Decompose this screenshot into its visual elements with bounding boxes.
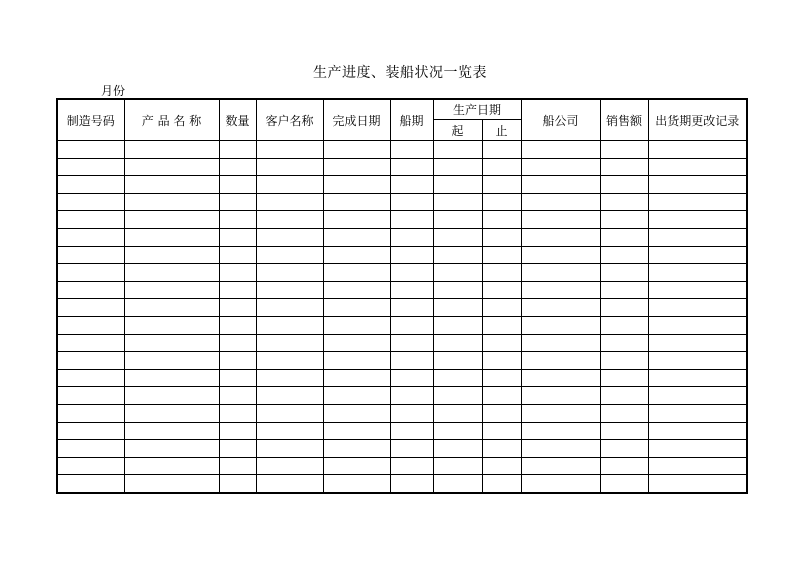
table-cell [323,369,390,387]
table-cell [124,387,219,405]
table-cell [256,141,323,159]
progress-table [56,98,748,494]
table-cell [648,457,747,475]
table-cell [57,334,124,352]
table-cell [124,369,219,387]
table-cell [124,352,219,370]
table-cell [256,193,323,211]
table-cell [600,440,648,458]
table-cell [521,440,600,458]
table-row [57,299,747,317]
table-cell [390,228,433,246]
table-cell [521,281,600,299]
table-cell [600,475,648,493]
header-shipping-company: 船公司 [521,99,600,141]
table-cell [323,176,390,194]
table-cell [648,141,747,159]
table-cell [390,246,433,264]
table-cell [390,387,433,405]
table-row [57,440,747,458]
table-cell [256,246,323,264]
header-completion-date: 完成日期 [323,99,390,141]
table-row [57,334,747,352]
table-cell [600,281,648,299]
table-cell [219,211,256,229]
table-cell [521,193,600,211]
table-cell [57,369,124,387]
table-cell [433,387,482,405]
table-cell [482,299,521,317]
table-row [57,193,747,211]
header-end: 止 [482,120,521,141]
table-cell [521,228,600,246]
table-cell [323,141,390,159]
table-cell [521,387,600,405]
table-row [57,211,747,229]
table-cell [433,316,482,334]
table-cell [433,440,482,458]
table-cell [256,440,323,458]
table-cell [482,246,521,264]
table-cell [648,193,747,211]
table-cell [482,369,521,387]
table-cell [521,352,600,370]
table-cell [390,316,433,334]
table-cell [521,211,600,229]
table-cell [648,176,747,194]
header-quantity: 数量 [219,99,256,141]
table-cell [521,334,600,352]
header-customer-name: 客户名称 [256,99,323,141]
table-cell [124,141,219,159]
table-cell [482,211,521,229]
table-cell [219,440,256,458]
table-cell [600,176,648,194]
table-cell [323,387,390,405]
table-cell [219,316,256,334]
table-cell [256,422,323,440]
table-cell [390,422,433,440]
table-cell [219,141,256,159]
table-cell [648,299,747,317]
table-cell [124,158,219,176]
table-cell [57,158,124,176]
table-cell [648,404,747,422]
table-cell [521,369,600,387]
table-cell [124,228,219,246]
table-cell [648,264,747,282]
document-title: 生产进度、装船状况一览表 [313,65,487,81]
table-cell [482,440,521,458]
table-cell [219,246,256,264]
table-cell [433,334,482,352]
table-cell [219,404,256,422]
table-cell [124,176,219,194]
table-cell [433,404,482,422]
table-cell [57,387,124,405]
table-cell [219,422,256,440]
table-cell [600,352,648,370]
table-cell [521,299,600,317]
table-cell [219,281,256,299]
table-cell [219,457,256,475]
table-cell [323,404,390,422]
table-cell [482,475,521,493]
table-cell [323,228,390,246]
table-cell [57,316,124,334]
table-cell [482,352,521,370]
table-cell [482,316,521,334]
table-cell [124,475,219,493]
header-manufacture-number: 制造号码 [57,99,124,141]
table-cell [600,404,648,422]
table-cell [390,141,433,159]
header-delivery-change-record: 出货期更改记录 [648,99,747,141]
table-cell [390,404,433,422]
table-cell [433,369,482,387]
table-cell [648,475,747,493]
table-cell [390,176,433,194]
table-cell [57,404,124,422]
table-cell [433,281,482,299]
table-cell [648,316,747,334]
table-cell [521,457,600,475]
table-cell [219,352,256,370]
table-cell [600,141,648,159]
table-cell [256,211,323,229]
table-cell [521,176,600,194]
table-cell [521,158,600,176]
table-cell [256,299,323,317]
table-cell [256,228,323,246]
table-cell [600,334,648,352]
table-cell [219,299,256,317]
table-cell [433,228,482,246]
table-cell [600,246,648,264]
table-cell [323,422,390,440]
table-cell [57,475,124,493]
table-cell [323,246,390,264]
table-cell [521,422,600,440]
table-cell [57,281,124,299]
table-cell [323,193,390,211]
table-cell [323,440,390,458]
table-cell [124,299,219,317]
table-cell [323,457,390,475]
table-cell [256,264,323,282]
table-cell [600,422,648,440]
table-cell [256,158,323,176]
table-cell [219,264,256,282]
table-cell [57,228,124,246]
table-cell [433,211,482,229]
table-cell [482,228,521,246]
table-row [57,141,747,159]
table-row [57,352,747,370]
table-cell [390,334,433,352]
month-label: 月份 [101,84,126,98]
table-cell [256,352,323,370]
table-row [57,158,747,176]
table-cell [600,457,648,475]
table-cell [600,228,648,246]
table-cell [648,334,747,352]
table-cell [521,264,600,282]
table-cell [256,334,323,352]
table-cell [256,176,323,194]
table-row [57,422,747,440]
table-cell [390,193,433,211]
table-cell [57,457,124,475]
table-cell [124,422,219,440]
table-cell [390,299,433,317]
table-row [57,316,747,334]
table-cell [57,422,124,440]
table-cell [482,457,521,475]
header-production-date: 生产日期 [433,99,521,120]
header-row-top [57,99,747,120]
table-cell [482,193,521,211]
table-cell [323,211,390,229]
table-cell [57,299,124,317]
table-cell [648,228,747,246]
table-cell [433,176,482,194]
table-cell [57,176,124,194]
table-cell [219,369,256,387]
table-cell [482,387,521,405]
table-cell [124,440,219,458]
table-cell [433,422,482,440]
table-cell [433,475,482,493]
table-cell [648,369,747,387]
table-row [57,246,747,264]
table-cell [482,334,521,352]
table-cell [57,193,124,211]
table-cell [600,369,648,387]
table-cell [219,475,256,493]
table-cell [219,176,256,194]
table-cell [219,158,256,176]
table-cell [390,475,433,493]
table-cell [600,299,648,317]
table-cell [124,193,219,211]
table-cell [433,299,482,317]
table-cell [433,352,482,370]
table-body [57,141,747,493]
table-cell [219,193,256,211]
table-cell [390,440,433,458]
table-cell [323,281,390,299]
table-cell [57,440,124,458]
table-cell [648,158,747,176]
table-cell [521,246,600,264]
header-start: 起 [433,120,482,141]
table-row [57,457,747,475]
table-cell [57,264,124,282]
table-cell [323,334,390,352]
table-cell [390,264,433,282]
table-cell [600,316,648,334]
table-cell [256,387,323,405]
table-row [57,369,747,387]
table-row [57,176,747,194]
table-cell [600,158,648,176]
table-cell [219,334,256,352]
table-cell [482,158,521,176]
table-cell [433,246,482,264]
table-cell [124,246,219,264]
header-product-name: 产 品 名 称 [124,99,219,141]
table-row [57,387,747,405]
table-cell [648,440,747,458]
table-cell [521,316,600,334]
header-shipping-date: 船期 [390,99,433,141]
table-cell [648,246,747,264]
table-row [57,475,747,493]
table-cell [433,158,482,176]
table-cell [600,264,648,282]
table-row [57,228,747,246]
table-cell [57,141,124,159]
table-row [57,281,747,299]
table-row [57,404,747,422]
table-cell [600,193,648,211]
table-cell [433,264,482,282]
table-cell [521,475,600,493]
table-cell [256,281,323,299]
table-cell [57,211,124,229]
table-cell [521,141,600,159]
table-cell [256,404,323,422]
table-cell [323,475,390,493]
table-cell [323,264,390,282]
table-cell [124,316,219,334]
table-cell [482,422,521,440]
table-cell [57,246,124,264]
table-cell [124,211,219,229]
table-row [57,264,747,282]
table-cell [124,334,219,352]
table-cell [256,475,323,493]
table-cell [433,457,482,475]
table-cell [219,387,256,405]
table-cell [323,299,390,317]
table-cell [482,281,521,299]
table-cell [124,264,219,282]
table-cell [648,387,747,405]
header-sales-amount: 销售额 [600,99,648,141]
table-cell [482,141,521,159]
table-cell [323,352,390,370]
table-cell [390,457,433,475]
table-cell [482,264,521,282]
table-cell [482,404,521,422]
table-cell [256,316,323,334]
table-cell [124,404,219,422]
table-cell [390,211,433,229]
table-cell [124,457,219,475]
table-cell [390,158,433,176]
table-cell [124,281,219,299]
table-cell [256,457,323,475]
table-cell [521,404,600,422]
table-cell [648,422,747,440]
table-cell [482,176,521,194]
table-cell [648,281,747,299]
table-cell [648,211,747,229]
table-cell [390,369,433,387]
table-cell [600,211,648,229]
table-cell [323,158,390,176]
table-cell [390,281,433,299]
table-cell [648,352,747,370]
table-cell [323,316,390,334]
table-cell [433,141,482,159]
table-cell [256,369,323,387]
table-cell [433,193,482,211]
table-cell [600,387,648,405]
table-cell [57,352,124,370]
table-cell [390,352,433,370]
table-cell [219,228,256,246]
